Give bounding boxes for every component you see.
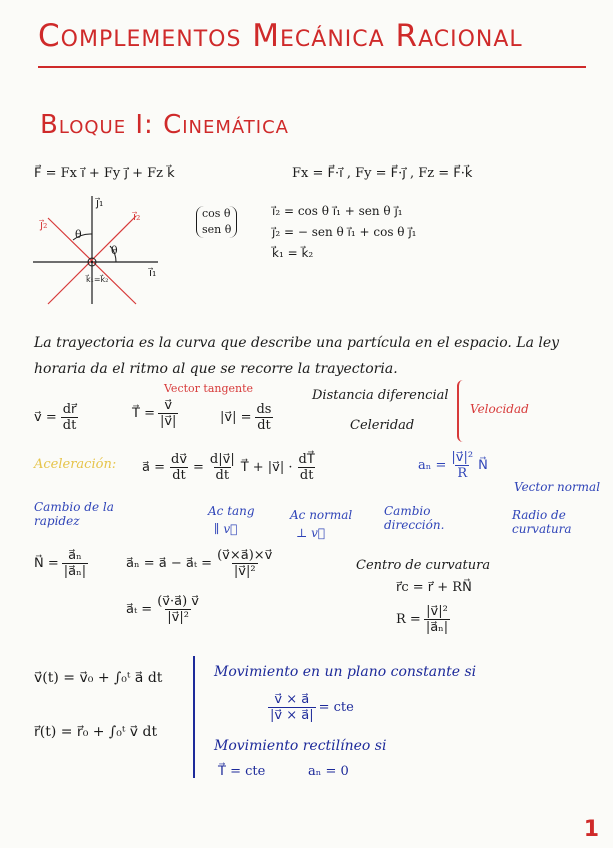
v-eq: v⃗ = — [34, 410, 57, 425]
distancia-note: Distancia diferencial — [312, 388, 449, 403]
N-eq: N⃗ = — [34, 556, 59, 571]
an-numerator: |v⃗|² — [451, 450, 474, 465]
force-components: Fx = F⃗·i⃗ , Fy = F⃗·j⃗ , Fz = F⃗·k⃗ — [292, 166, 473, 181]
an-eq: aₙ = — [418, 458, 447, 473]
k1-eq: k⃗₁ = k⃗₂ — [272, 246, 314, 260]
separator-line — [193, 656, 195, 778]
theta-label-a: θ — [75, 228, 82, 241]
vector-normal-note — [514, 480, 604, 494]
dv-dt-fraction — [169, 452, 189, 483]
brace-sen: sen θ — [202, 223, 232, 236]
N-fraction — [62, 548, 88, 579]
ac-normal-sub: ⊥ v⃗ — [296, 526, 326, 540]
ds-numerator: ds — [256, 402, 272, 417]
axes-diagram — [28, 196, 168, 306]
plano-denominator: |v⃗ × a⃗| — [270, 708, 314, 723]
a-eq: a⃗ = — [142, 460, 165, 475]
rc-eq: r⃗c = r⃗ + RN⃗ — [396, 580, 472, 595]
an-vector-numerator: (v⃗×a⃗)×v⃗ — [217, 548, 273, 563]
page-number: 1 — [583, 817, 599, 842]
plano-fraction — [268, 692, 316, 723]
at-vector-fraction — [155, 594, 201, 625]
k-label: k⃗₁=k⃗₂ — [86, 275, 109, 284]
at-vector-denominator: |v⃗|² — [167, 610, 189, 625]
an-vector-def — [126, 548, 274, 579]
T-cte: T⃗ = cte — [218, 764, 266, 779]
an-fraction — [449, 450, 475, 481]
cos-sen-brace — [196, 206, 237, 238]
acceleration-eq — [142, 452, 317, 483]
v-integral: v⃗(t) = v⃗₀ + ∫₀ᵗ a⃗ dt — [34, 670, 163, 686]
R-denominator: |a⃗ₙ| — [425, 620, 449, 635]
plano-numerator: v⃗ × a⃗ — [274, 692, 310, 707]
ac-normal-note: Ac normal — [290, 508, 353, 522]
j2-eq: j⃗₂ = − sen θ i⃗₁ + cos θ j⃗₁ — [272, 225, 417, 239]
R-eq: R = — [396, 612, 421, 627]
dt3-denominator: dt — [299, 468, 314, 483]
dT-numerator: dT⃗ — [298, 452, 315, 467]
velocity-def — [34, 402, 78, 433]
title-underline — [38, 66, 586, 68]
i2-eq: i⃗₂ = cos θ i⃗₁ + sen θ j⃗₁ — [272, 204, 403, 218]
N-symbol: N⃗ — [478, 458, 488, 473]
j1-label: j⃗₁ — [96, 196, 104, 209]
dt2-denominator-a: dt — [215, 468, 230, 483]
an-vector-denominator: |v⃗|² — [233, 564, 256, 579]
brace-cos: cos θ — [202, 207, 231, 220]
r-integral: r⃗(t) = r⃗₀ + ∫₀ᵗ v⃗ dt — [34, 724, 158, 740]
tangent-def — [132, 398, 178, 429]
theta-label-b: θ — [111, 244, 118, 257]
R-def — [396, 604, 450, 635]
N-denominator: |a⃗ₙ| — [63, 564, 87, 579]
dT-dt-fraction — [297, 452, 317, 483]
plano-formula — [268, 692, 354, 723]
rectilineo-condition: Movimiento rectilíneo si — [214, 738, 387, 754]
an-zero: aₙ = 0 — [308, 764, 349, 779]
R-fraction — [424, 604, 450, 635]
vector-tangente-note: Vector tangente — [164, 382, 254, 395]
dr-dt-fraction — [61, 402, 79, 433]
acceleration-label: Aceleración: — [34, 457, 117, 472]
ac-tang-note: Ac tang — [208, 504, 255, 518]
ac-tang-sub: ∥ v⃗ — [214, 522, 238, 536]
an-denominator: R — [457, 466, 468, 481]
at-vector-def — [126, 594, 201, 625]
an-def — [418, 450, 488, 481]
j2-label: j⃗₂ — [40, 218, 48, 231]
R-numerator: |v⃗|² — [426, 604, 448, 619]
dt-denominator-a: dt — [172, 468, 186, 483]
velocity-brace — [457, 380, 467, 442]
i2-label: i⃗₂ — [133, 210, 141, 223]
centro-curvatura: Centro de curvatura — [356, 558, 491, 573]
intro-paragraph: La trayectoria es la curva que describe una partícula en el espacio. La ley horaria da el ritmo al que se recorre la trayectoria. — [34, 335, 560, 377]
N-numerator: a⃗ₙ — [68, 548, 82, 563]
dvmag-numerator: d|v⃗| — [209, 452, 235, 467]
vector-normal-text: Vector normal — [514, 480, 601, 494]
at-vector-numerator: (v⃗·a⃗) v⃗ — [157, 594, 199, 609]
ds-dt-fraction — [254, 402, 273, 433]
radio-curvatura-note: Radio de curvatura — [512, 508, 572, 536]
force-vector-eq: F⃗ = Fx i⃗ + Fy j⃗ + Fz k⃗ — [34, 166, 175, 181]
T-numerator: v⃗ — [164, 398, 173, 413]
dr-numerator: dr⃗ — [62, 402, 77, 417]
block-heading: Bloque I: Cinemática — [40, 110, 289, 140]
plano-condition: Movimiento en un plano constante si — [214, 664, 477, 680]
T-fraction — [158, 398, 178, 429]
an-vector-fraction — [215, 548, 274, 579]
plano-cte: = cte — [318, 700, 354, 715]
i1-label: i⃗₁ — [149, 266, 157, 279]
dv-numerator: dv⃗ — [171, 452, 188, 467]
T-eq: T⃗ = — [132, 406, 155, 421]
at-vector-eq: a⃗ₜ = — [126, 602, 153, 617]
dt-denominator: dt — [62, 418, 77, 433]
t-part: T⃗ + |v⃗| · — [240, 460, 293, 475]
cambio-direccion-note: Cambio dirección. — [384, 504, 445, 532]
equals-sign: = — [193, 460, 204, 475]
dt2-denominator: dt — [257, 418, 271, 433]
dvmag-dt-fraction — [208, 452, 237, 483]
velocidad-note: Velocidad — [470, 402, 529, 416]
page-title: Complementos Mecánica Racional — [38, 18, 523, 54]
N-def — [34, 548, 88, 579]
cambio-rapidez-note: Cambio de la rapidez — [34, 500, 114, 528]
an-vector-eq: a⃗ₙ = a⃗ − a⃗ₜ = — [126, 556, 213, 571]
celeridad-note: Celeridad — [350, 418, 415, 433]
vmag-eq: |v⃗| = — [220, 410, 252, 425]
speed-def — [220, 402, 273, 433]
T-denominator: |v⃗| — [159, 414, 177, 429]
